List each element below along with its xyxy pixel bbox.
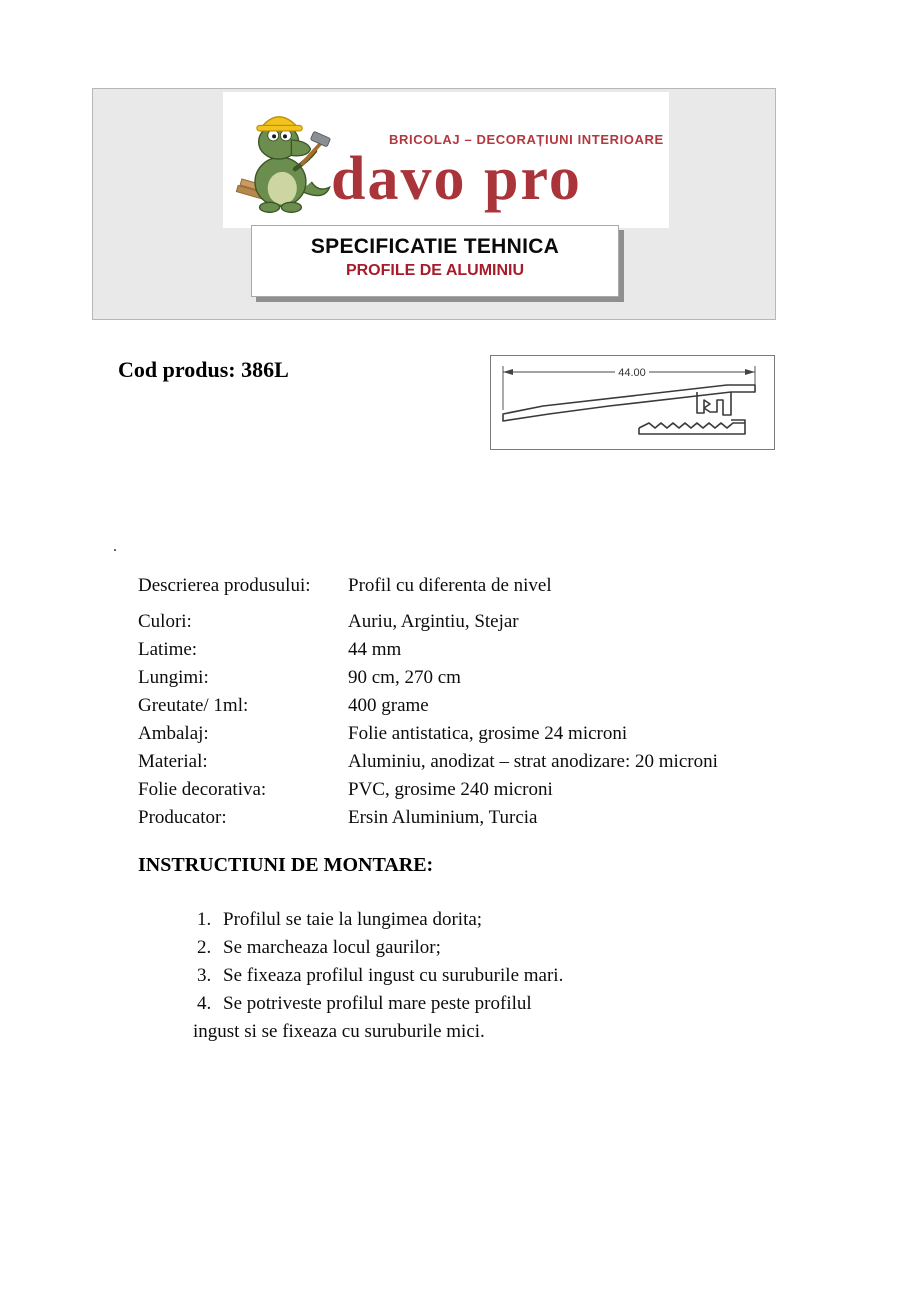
instruction-item: [197, 934, 563, 962]
stray-dot: .: [113, 538, 117, 555]
instruction-number: 2.: [197, 937, 212, 958]
instruction-text: Se fixeaza profilul ingust cu suruburile mari.: [223, 965, 564, 986]
spec-row: [138, 572, 818, 600]
doc-subtitle: PROFILE DE ALUMINIU: [345, 262, 525, 279]
instruction-text: Profilul se taie la lungimea dorita;: [223, 909, 483, 930]
instruction-number: 1.: [197, 909, 212, 930]
spec-row: [138, 748, 818, 776]
spec-label: Descrierea produsului:: [138, 575, 311, 596]
instruction-item: [197, 906, 563, 934]
instruction-item: [197, 962, 563, 990]
spec-value: Aluminiu, anodizat – strat anodizare: 20 microni: [348, 751, 718, 772]
spec-value: Folie antistatica, grosime 24 microni: [348, 723, 628, 744]
brand-tagline: BRICOLAJ – DECORAȚIUNI INTERIOARE: [389, 132, 664, 147]
spec-value: 44 mm: [348, 639, 402, 660]
instruction-number: 3.: [197, 965, 212, 986]
instruction-number: 4.: [197, 993, 212, 1014]
dimension-label: 44.00: [618, 367, 646, 379]
instruction-continuation: ingust si se fixeaza cu suruburile mici.: [193, 1021, 485, 1042]
spec-value: 90 cm, 270 cm: [348, 667, 461, 688]
spec-row: [138, 692, 818, 720]
spec-label: Lungimi:: [138, 667, 209, 688]
instruction-item: [197, 990, 563, 1018]
spec-value: Profil cu diferenta de nivel: [348, 575, 552, 596]
brand-name: davo pro: [331, 145, 582, 213]
spec-label: Ambalaj:: [138, 723, 209, 744]
spec-value: PVC, grosime 240 microni: [348, 779, 553, 800]
brand-block: [331, 132, 664, 213]
doc-title: SPECIFICATIE TEHNICA: [310, 235, 560, 258]
title-box: [251, 225, 619, 297]
spec-label: Material:: [138, 751, 208, 772]
spec-label: Culori:: [138, 611, 192, 632]
instruction-text: Se marcheaza locul gaurilor;: [223, 937, 441, 958]
product-code: Cod produs: 386L: [118, 357, 289, 382]
spec-row: [138, 664, 818, 692]
spec-row: [138, 608, 818, 636]
instructions-list: [193, 906, 564, 1046]
instructions-title: INSTRUCTIUNI DE MONTARE:: [138, 854, 434, 876]
spec-table: [138, 572, 818, 832]
spec-label: Latime:: [138, 639, 198, 660]
spec-row: [138, 636, 818, 664]
dinosaur-mascot-icon: [235, 98, 335, 222]
logo-area: [223, 92, 669, 228]
instruction-text: Se potriveste profilul mare peste profilul: [223, 993, 532, 1014]
spec-value: Ersin Aluminium, Turcia: [348, 807, 538, 828]
spec-label: Greutate/ 1ml:: [138, 695, 249, 716]
spec-row: [138, 720, 818, 748]
spec-row: [138, 776, 818, 804]
header-banner: [92, 88, 776, 320]
spec-row: [138, 804, 818, 832]
profile-drawing: [490, 355, 775, 450]
spec-value: Auriu, Argintiu, Stejar: [348, 611, 519, 632]
spec-value: 400 grame: [348, 695, 429, 716]
spec-label: Folie decorativa:: [138, 779, 267, 800]
spec-label: Producator:: [138, 807, 227, 828]
